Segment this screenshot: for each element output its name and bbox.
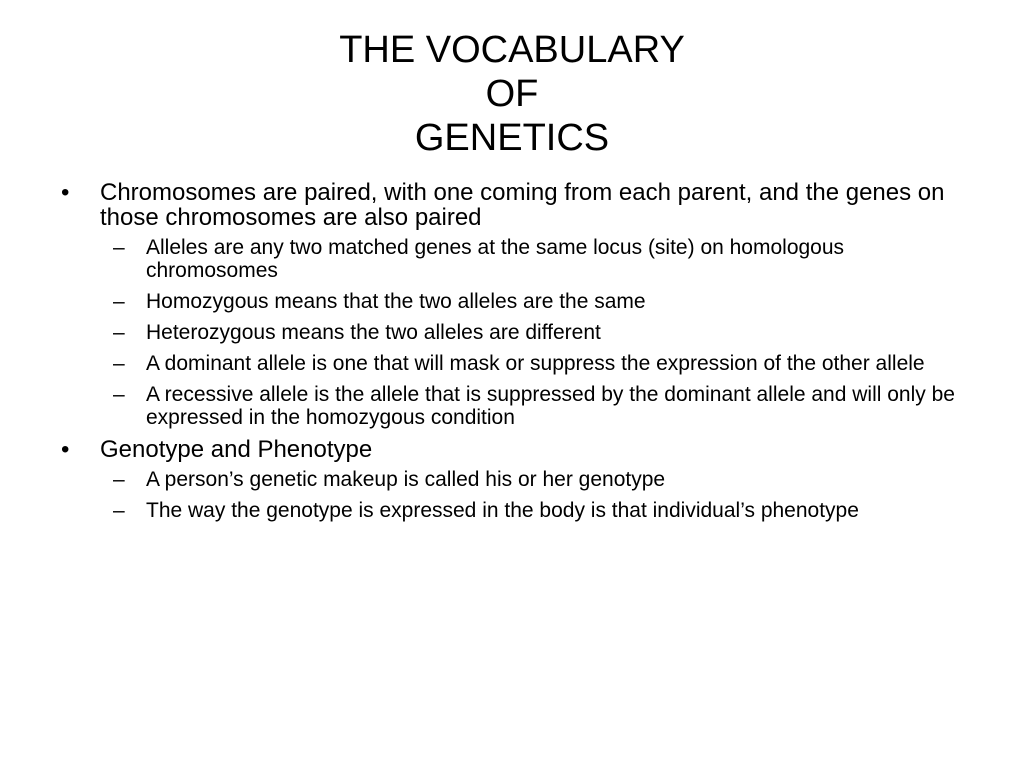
bullet-text: Genotype and Phenotype [100,436,373,463]
sub-bullet-marker: – [113,352,125,375]
title-line: THE VOCABULARY [339,29,685,71]
bullet-item [52,437,972,462]
bullet-item [52,180,972,230]
sub-bullet-marker: – [113,468,125,491]
sub-bullet-item [52,383,972,429]
sub-bullet-text: A recessive allele is the allele that is suppressed by the dominant allele and will only be expressed in the homozygous condition [146,383,955,429]
sub-bullet-marker: – [113,290,125,313]
sub-bullet-item [52,468,972,491]
sub-bullet-marker: – [113,383,125,406]
sub-bullet-text: A person’s genetic makeup is called his or her genotype [146,468,666,491]
sub-bullet-text: A dominant allele is one that will mask or suppress the expression of the other allele [146,352,925,375]
title-line: GENETICS [414,117,610,159]
bullet-group [52,437,972,522]
sub-bullet-item [52,290,972,313]
bullet-text: Chromosomes are paired, with one coming from each parent, and the genes on those chromosomes are also paired [100,179,945,231]
sub-bullet-item [52,321,972,344]
title-line: OF [485,73,539,115]
sub-bullet-text: The way the genotype is expressed in the body is that individual’s phenotype [146,499,859,522]
sub-bullet-item [52,352,972,375]
slide-body [52,180,972,530]
sub-bullet-marker: – [113,236,125,259]
sub-bullet-marker: – [113,499,125,522]
sub-bullet-item [52,236,972,282]
sub-bullet-item [52,499,972,522]
sub-bullet-text: Heterozygous means the two alleles are different [146,321,601,344]
sub-bullet-text: Homozygous means that the two alleles are the same [146,290,646,313]
bullet-marker: • [61,179,70,206]
slide-title [0,28,1024,160]
bullet-marker: • [61,436,70,463]
sub-bullet-marker: – [113,321,125,344]
bullet-group [52,180,972,429]
sub-bullet-text: Alleles are any two matched genes at the same locus (site) on homologous chromosomes [146,236,845,282]
